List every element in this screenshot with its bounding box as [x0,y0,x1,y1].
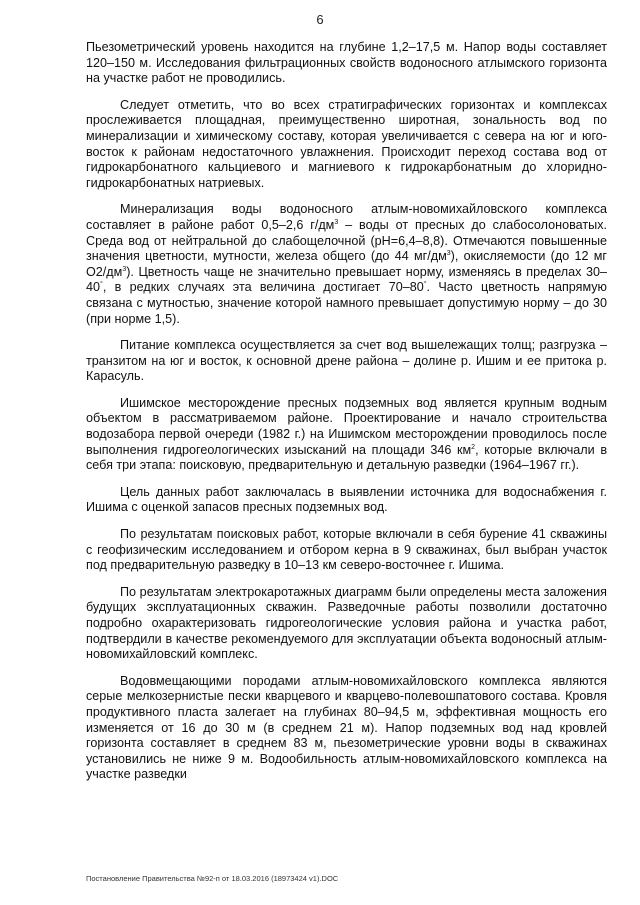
text-run: ), окисляемости (до 12 мг О2/дм [86,249,608,279]
paragraph-piezometric-level: Пьезометрический уровень находится на глубине 1,2–17,5 м. Напор воды составляет 120–150 м. Исследования фильтрационных свойств водоносного атлымского горизонта на участке работ не проводились. [86,40,607,86]
text-run: . Часто цветность напрямую связана с мутностью, значение которой намного превышает допустимую норму – до 30 (при норме 1,5). [86,280,607,326]
paragraph-electrologging: По результатам электрокаротажных диаграмм были определены места заложения будущих эксплуатационных скважин. Разведочные работы позволили достаточно подробно охарактеризовать гидрогеологические условия района и участка работ, подтвердили в качестве рекомендуемого для эксплуатации объекта водоносный атлым-новомихайловский комплекс. [86,584,607,662]
superscript: 3 [334,218,339,226]
text-run: – воды от пресных до слабосолоноватых. Среда вод от нейтральной до слабощелочной (pH=6,4–8,8). Отмечаются повышенные значения цветности, мутности, железа общего (до 44 мг/дм [86,217,607,264]
superscript: 3 [122,265,127,273]
paragraph-search-results: По результатам поисковых работ, которые включали в себя бурение 41 скважины с геофизическим исследованием и отбором керна в 9 скважинах, был выбран участок под предварительную разведку в 10–13 км северо-восточнее г. Ишима. [86,527,607,573]
footer-document-reference: Постановление Правительства №92-п от 18.03.2016 (18973424 v1).DOC [86,874,339,883]
text-run: Ишимское месторождение пресных подземных вод является крупным водным объектом в рассматриваемом районе. Проектирование и начало строительства водозабора первой очереди (1982 г.) на Ишимском месторождении проводилось после выполнения гидрогеологических изысканий на площади 346 км [86,395,607,457]
superscript: ° [100,281,103,289]
paragraph-goal: Цель данных работ заключалась в выявлении источника для водоснабжения г. Ишима с оценкой запасов пресных подземных вод. [86,484,607,515]
paragraph-ishim-deposit [86,396,607,474]
text-run: ). Цветность чаще не значительно превышает норму, изменяясь в пределах 30–40 [86,264,607,295]
text-run: , в редких случаях эта величина достигает 70–80 [102,280,424,295]
text-run: Минерализация воды водоносного атлым-новомихайловского комплекса составляет в районе работ 0,5–2,6 г/дм [86,202,607,232]
paragraph-recharge: Питание комплекса осуществляется за счет вод вышележащих толщ; разгрузка – транзитом на юг и восток, к основной дрене района – долине р. Ишим и ее притока р. Карасуль. [86,338,607,384]
paragraph-host-rocks: Водовмещающими породами атлым-новомихайловского комплекса являются серые мелкозернистые пески кварцевого и кварцево-полевошпатового состава. Кровля продуктивного пласта залегает на глубинах 80–94,5 м, эффективная мощность его изменяется от 16 до 30 м (в среднем 21 м). Напор подземных вод над кровлей горизонта составляет в среднем 83 м, пьезометрические уровни воды в скважинах установились не ниже 9 м. Водообильность атлым-новомихайловского комплекса на участке разведки [86,673,607,782]
superscript: ° [423,281,427,289]
text-run: , которые включали в себя три этапа: поисковую, предварительную и детальную разведки (1964–1967 гг.). [86,442,608,473]
superscript: 2 [471,443,476,451]
superscript: 3 [446,250,451,258]
document-body [86,40,607,794]
page-number: 6 [316,12,324,27]
paragraph-mineralization [86,202,607,327]
paragraph-zonality: Следует отметить, что во всех стратиграфических горизонтах и комплексах прослеживается площадная, преимущественно широтная, зональность вод по минерализации и химическому составу, которая увеличивается с севера на юг и юго-восток к районам недостаточного увлажнения. Происходит переход состава вод от гидрокарбонатного кальциевого и магниевого к гидрокарбонатным до хлоридно-гидрокарбонатных натриевых. [86,97,607,190]
